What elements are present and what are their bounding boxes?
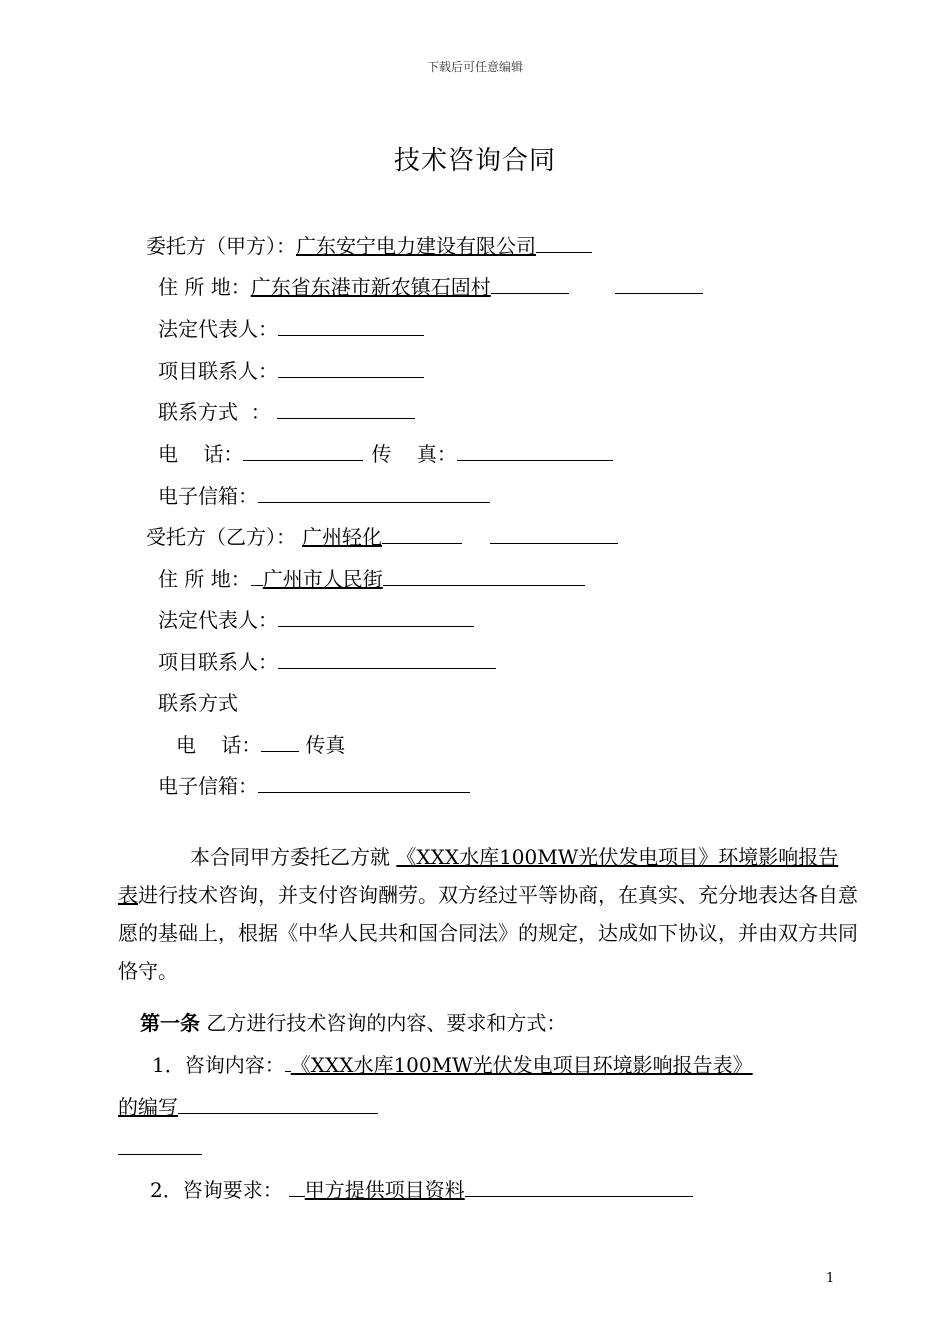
blank-line [277,398,415,419]
party-a-address: 广东省东港市新农镇石固村 [250,275,491,299]
email-label: 电子信箱： [158,774,258,798]
phone-label: 电 话： [158,442,244,466]
party-a-contact-method-line [158,398,415,426]
page-number: 1 [826,1271,835,1286]
address-label: 住 所 地： [158,275,251,299]
fax-label: 传真 [305,733,346,757]
item-1-continued: 的编写 [118,1095,178,1119]
party-a-label: 委托方（甲方）： [146,234,296,258]
legal-rep-label: 法定代表人： [158,317,278,341]
blank-line [278,606,474,627]
article-number: 第一条 [140,1011,200,1035]
blank-line [382,523,462,544]
document-title: 技术咨询合同 [393,146,556,176]
fax-label: 传 真： [371,442,457,466]
contact-method-label: 联系方式 ： [158,400,271,424]
article-1-item-1-cont [118,1093,378,1121]
blank-line [261,731,299,752]
intro-paragraph [118,838,858,990]
phone-label: 电 话： [176,733,262,757]
item-1-value: 《XXX水库100MW光伏发电项目环境影响报告表》 [290,1053,753,1077]
blank-line [251,565,263,586]
blank-line [278,648,496,669]
party-b-contact-line [158,648,496,676]
email-label: 电子信箱： [158,484,258,508]
article-1-item-1 [152,1051,753,1079]
party-b-line [146,523,618,551]
blank-line [383,565,585,586]
party-a-name: 广东安宁电力建设有限公司 [296,234,536,258]
party-a-legal-rep-line [158,315,424,343]
contact-method-label: 联系方式 [158,691,238,715]
blank-line [490,523,618,544]
item-2-value: 甲方提供项目资料 [304,1178,465,1202]
item-2-label: 2．咨询要求： [150,1178,283,1202]
contact-label: 项目联系人： [158,650,278,674]
blank-line [243,440,363,461]
article-1-item-2 [150,1176,693,1204]
party-a-line [146,232,592,260]
separator-line [118,1154,202,1155]
blank-line [491,273,569,294]
party-b-legal-rep-line [158,606,474,634]
party-a-address-line [158,273,703,301]
party-b-address: 广州市人民街 [262,567,383,591]
blank-line [258,772,470,793]
party-a-email-line [158,482,490,510]
blank-line [289,1176,305,1197]
party-b-email-line [158,772,470,800]
party-a-contact-line [158,357,424,385]
intro-project: 《XXX水库100MW光伏发电项目》环境影响报告表 [118,845,839,907]
page-header: 下载后可任意编辑 [426,60,523,74]
blank-line [457,440,613,461]
party-b-contact-method-line [158,689,238,717]
item-1-label: 1．咨询内容： [152,1053,285,1077]
intro-text-1: 本合同甲方委托乙方就 [190,845,390,869]
blank-line [615,273,703,294]
article-heading-text: 乙方进行技术咨询的内容、要求和方式： [206,1011,567,1035]
blank-line [258,482,490,503]
intro-text-2: 进行技术咨询，并支付咨询酬劳。双方经过平等协商，在真实、充分地表达各自意愿的基础上，根据《中华人民共和国合同法》的规定，达成如下协议，并由双方共同恪守。 [118,883,858,983]
article-1-heading [140,1009,566,1037]
blank-line [178,1093,378,1114]
party-b-address-line [158,565,585,593]
party-b-name: 广州轻化 [302,525,382,549]
blank-line [278,315,424,336]
blank-line [465,1176,693,1197]
party-b-phone-line [176,731,345,759]
party-a-phone-line [158,440,613,468]
address-label: 住 所 地： [158,567,251,591]
blank-line [536,232,592,253]
blank-line [278,357,424,378]
party-b-label: 受托方（乙方）： [146,525,296,549]
legal-rep-label: 法定代表人： [158,608,278,632]
contact-label: 项目联系人： [158,359,278,383]
